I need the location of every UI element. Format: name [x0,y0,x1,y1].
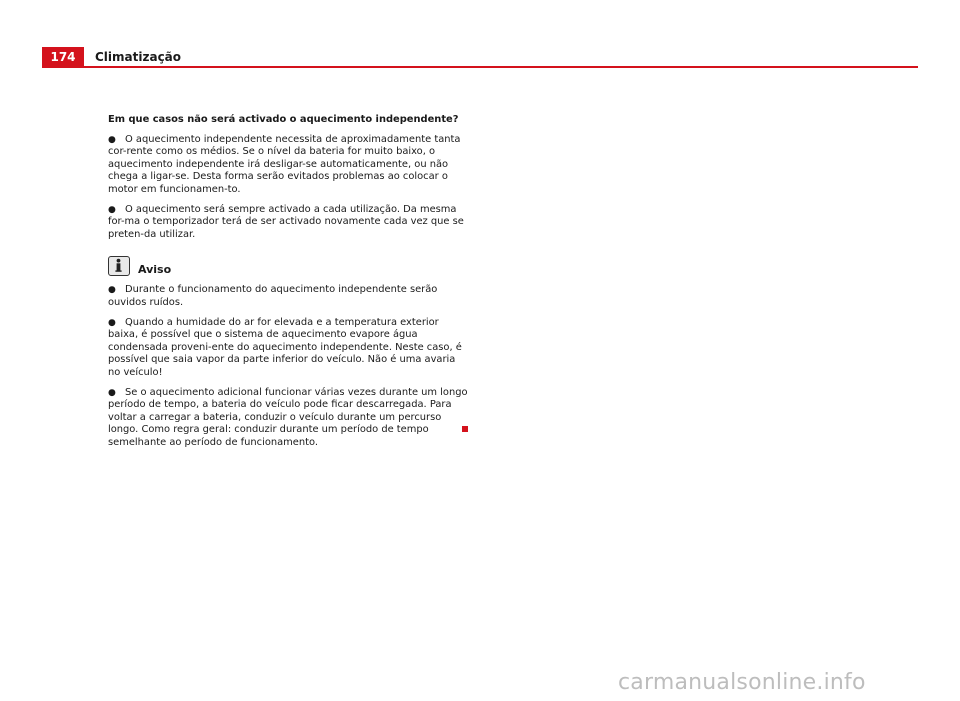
info-icon [108,256,130,276]
watermark: carmanualsonline.info [618,670,866,695]
section-paragraph-2 [108,204,470,242]
bullet: ● [108,317,116,328]
paragraph-text: Durante o funcionamento do aquecimento independente serão ouvidos ruídos. [108,284,438,308]
paragraph-text: Se o aquecimento adicional funcionar várias vezes durante um longo período de tempo, a bateria do veículo pode ficar descarregada. Para voltar a carregar a bateria, conduzir o veículo durante um percurso longo. Como regra geral: conduzir durante um período de tempo semelhante ao período de funcionamento. [108,386,468,448]
notice-paragraph-1 [108,284,470,309]
paragraph-text: O aquecimento independente necessita de aproximadamente tanta cor-rente como os médios. Se o nível da bateria for muito baixo, o aquecimento independente irá desligar-se automaticamente, ou não chega a ligar-se. Desta forma serão evitados problemas ao colocar o motor em funcionamen-to. [108,133,461,195]
bullet: ● [108,285,116,296]
section-question: Em que casos não será activado o aquecimento independente? [108,114,459,125]
header-rule [42,66,918,68]
paragraph-text: O aquecimento será sempre activado a cada utilização. Da mesma for-ma o temporizador terá de ser activado novamente cada vez que se preten-da utilizar. [108,203,464,240]
section-end-marker [462,426,468,432]
page-number: 174 [42,47,84,67]
bullet: ● [108,134,116,145]
bullet: ● [108,204,116,215]
notice-paragraph-2 [108,317,470,380]
paragraph-text: Quando a humidade do ar for elevada e a temperatura exterior baixa, é possível que o sistema de aquecimento evapore água condensada proveni-ente do aquecimento independente. Neste caso, é possível que saia vapor da parte inferior do veículo. Não é uma avaria no veículo! [108,316,462,378]
main-content [108,114,470,456]
notice-header [108,256,470,278]
chapter-title: Climatização [95,50,182,64]
notice-paragraph-3 [108,387,470,450]
bullet: ● [108,387,116,398]
info-icon-glyph [109,257,128,274]
section-paragraph-1 [108,134,470,197]
notice-title: Aviso [138,263,172,277]
